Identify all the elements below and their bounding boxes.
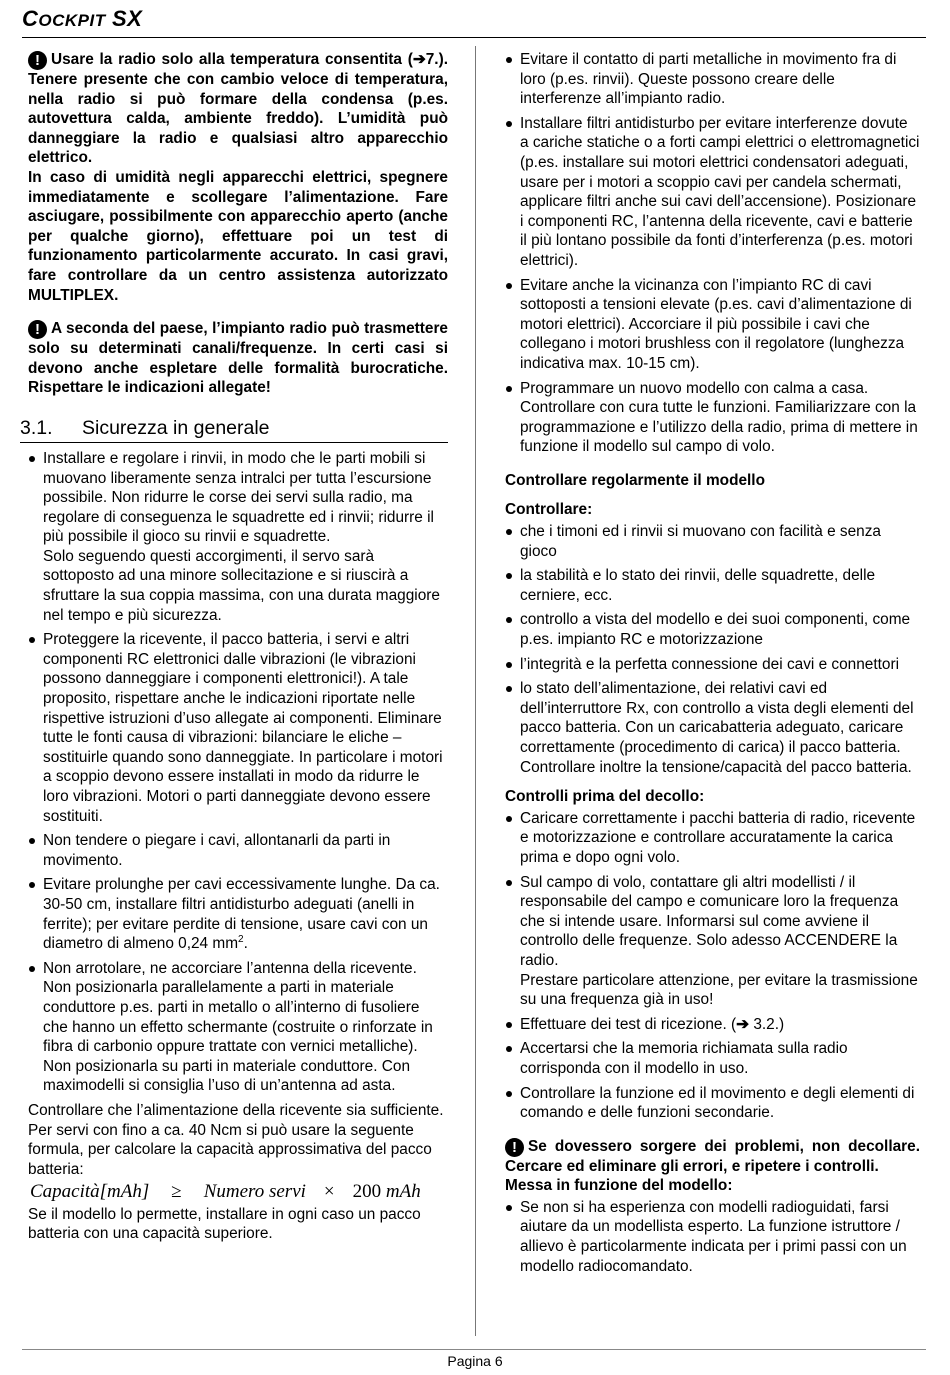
operation-list (505, 1198, 920, 1276)
battery-advice: Se il modello lo permette, installare in ogni caso un pacco batteria con una capacità superiore. (28, 1205, 421, 1243)
safety-list (28, 449, 448, 1096)
list-item: controllo a vista del modello e dei suoi componenti, come p.es. impianto RC e motorizzazione (505, 610, 920, 649)
list-item: la stabilità e lo stato dei rinvii, delle squadrette, delle cerniere, ecc. (505, 566, 920, 605)
document-title: COCKPIT SX (22, 6, 143, 31)
list-item: Accertarsi che la memoria richiamata sulla radio corrisponda con il modello in uso. (505, 1039, 920, 1078)
page-number: Pagina 6 (447, 1353, 503, 1369)
list-item: Evitare il contatto di parti metalliche in movimento fra di loro (p.es. rinvii). Queste possono creare delle interferenze all’impianto radio. (505, 50, 920, 109)
pretakeoff-list (505, 809, 920, 1123)
list-item: che i timoni ed i rinvii si muovano con facilità e senza gioco (505, 522, 920, 561)
list-item: Se non si ha esperienza con modelli radioguidati, farsi aiutare da un modellista esperto. La funzione istruttore / allievo è particolarmente indicata per i primi passi con un modello radiocomandato. (505, 1198, 920, 1276)
subheading-operation: Messa in funzione del modello: (505, 1177, 733, 1195)
left-column (20, 50, 448, 1244)
list-item: Installare filtri antidisturbo per evitare interferenze dovute a cariche statiche o a forti campi elettrici o elettromagnetici (p.es. installare sui motori elettrici condensatori adeguati, usare per i motori a scoppio cavi per candela schermati, applicare filtri anche sui cavi dell’accensione). Posizionare i componenti RC, l’antenna della ricevente, cavi e batterie il più lontano possibile da fonti d’interferenza (p.es. motori elettrici). (505, 114, 920, 271)
arrow-right-icon: ➔ (412, 51, 426, 68)
warning-humidity-text: In caso di umidità negli apparecchi elettrici, spegnere immediatamente e scollegare l’alimentazione. Fare asciugare, possibilmente con apparecchio aperto (anche per qualche giorno), effettuare poi un test di funzionamento particolarmente accurato. In casi gravi, fare controllare da un centro assistenza autorizzato MULTIPLEX. (28, 168, 448, 304)
list-item: Proteggere la ricevente, il pacco batteria, i servi e altri componenti RC elettronici dalle vibrazioni (le vibrazioni possono danneggiare i componenti elettronici!). A tale proposito, rispettare anche le indicazioni riportate nelle rispettive istruzioni d’uso allegate ai componenti. Eliminare tutte le fonti causa di vibrazioni: bilanciare le eliche – sostituirle quando sono danneggiate. In particolare i motori a scoppio devono essere installati in modo da ridurre le loro vibrazioni. Motori o parti danneggiate devono essere sostituiti. (28, 630, 448, 826)
list-item: Effettuare dei test di ricezione. (➔ 3.2.) (505, 1015, 920, 1035)
interference-list (505, 50, 920, 457)
list-item: Non tendere o piegare i cavi, allontanarli da parti in movimento. (28, 831, 448, 870)
battery-formula: Capacità[mAh] ≥ Numero servi × 200 mAh (30, 1181, 421, 1203)
section-title: Sicurezza in generale (82, 416, 270, 439)
list-item: Controllare la funzione ed il movimento e degli elementi di comando e delle funzioni secondarie. (505, 1084, 920, 1123)
column-divider (475, 46, 476, 1336)
list-item: Caricare correttamente i pacchi batteria di radio, ricevente e motorizzazione e controllare accuratamente la carica prima e dopo ogni volo. (505, 809, 920, 868)
list-item: Evitare anche la vicinanza con l’impianto RC di cavi sottoposti a tensioni elevate (p.es. cavi d’alimentazione di motori elettrici). Accorciare il più possibile i cavi che collegano i motori brushless con il regolatore (lunghezza indicativa max. 10-15 cm). (505, 276, 920, 374)
list-item: Non arrotolare, ne accorciare l’antenna della ricevente. Non posizionarla parallelamente a parti in materiale conduttore p.es. parti in metallo o all’interno di fusoliere che hanno un effetto schermante (costruite o rinforzate in fibra di carbonio oppure trattate con vernici metalliche). Non posizionarla su parti in materiale conduttore. Con maximodelli si consiglia l’uso di un’antenna ad asta. (28, 959, 448, 1096)
check-list (505, 522, 920, 777)
warning-icon: ! (28, 51, 47, 70)
subheading-check-regular: Controllare regolarmente il modello (505, 471, 765, 489)
footer-rule (22, 1349, 926, 1350)
list-item: Installare e regolare i rinvii, in modo che le parti mobili si muovano liberamente senza intralci per tutta l’escursione possibile. Non ridurre le corse dei servi sulla radio, ma regolare di conseguenza le squadrette ed i rinvii; ridurre il più possibile il gioco su rinvii e squadrette. Solo seguendo questi accorgimenti, il servo sarà sottoposto ad una minore sollecitazione e si riuscirà a sfruttare la sua coppia massima, con una durata maggiore nel tempo e più sicurezza. (28, 449, 448, 625)
warning-icon: ! (28, 320, 47, 339)
subheading-pretakeoff: Controlli prima del decollo: (505, 788, 705, 806)
right-column (505, 50, 920, 1281)
list-item: l’integrità e la perfetta connessione dei cavi e connettori (505, 655, 920, 675)
section-heading (20, 416, 448, 443)
warning-temperature: ! Usare la radio solo alla temperatura consentita (➔7.). Tenere presente che con cambio veloce di temperatura, nella radio si può formare della condensa (p.es. autovettura calda, ambiente freddo). L’umidità può danneggiare la radio e qualsiasi altro apparecchio elettrico. In caso di umidità negli apparecchi elettrici, spegnere immediatamente e scollegare l’alimentazione. Fare asciugare, possibilmente con apparecchio aperto (anche per qualche giorno), effettuare poi un test di funzionamento particolarmente accurato. In casi gravi, fare controllare da un centro assistenza autorizzato MULTIPLEX. (28, 51, 448, 304)
list-item: Evitare prolunghe per cavi eccessivamente lunghe. Da ca. 30-50 cm, installare filtri antidisturbo adeguati (anelli in ferrite); per evitare perdite di tensione, usare cavi con un diametro di almeno 0,24 $mm^2$. (28, 875, 448, 953)
arrow-right-icon: ➔ (736, 1015, 750, 1033)
warning-icon: ! (505, 1138, 524, 1157)
header-rule (22, 37, 926, 38)
subheading-check: Controllare: (505, 501, 593, 519)
warning-problems: ! Se dovessero sorgere dei problemi, non decollare. Cercare ed eliminare gli errori, e ripetere i controlli. (505, 1137, 920, 1175)
section-number: 3.1. (20, 416, 53, 439)
list-item: Sul campo di volo, contattare gli altri modellisti / il responsabile del campo e comunicare loro la frequenza che si intende usare. Informarsi sul come avviene il controllo delle frequenze. Solo adesso ACCENDERE la radio. Prestare particolare attenzione, per evitare la trasmissione su una frequenza già in uso! (505, 873, 920, 1010)
warning-frequencies: ! A seconda del paese, l’impianto radio può trasmettere solo su determinati canali/frequenze. In certi casi si devono anche espletare delle formalità burocratiche. Rispettare le indicazioni allegate! (28, 320, 448, 397)
battery-paragraph: Controllare che l’alimentazione della ricevente sia sufficiente. Per servi con fino a ca. 40 Ncm si può usare la seguente formula, per calcolare la capacità approssimativa del pacco batteria: (28, 1101, 444, 1178)
list-item: Programmare un nuovo modello con calma a casa. Controllare con cura tutte le funzioni. Familiarizzare con la programmazione e l’utilizzo della radio, prima di mettere in funzione il modello sul campo di volo. (505, 379, 920, 457)
list-item: lo stato dell’alimentazione, dei relativi cavi ed dell’interruttore Rx, con controllo a vista degli elementi del pacco batteria. Con un caricabatteria adeguato, caricare correttamente (procedimento di carica) il pacco batteria. Controllare inoltre la tensione/capacità del pacco batteria. (505, 679, 920, 777)
